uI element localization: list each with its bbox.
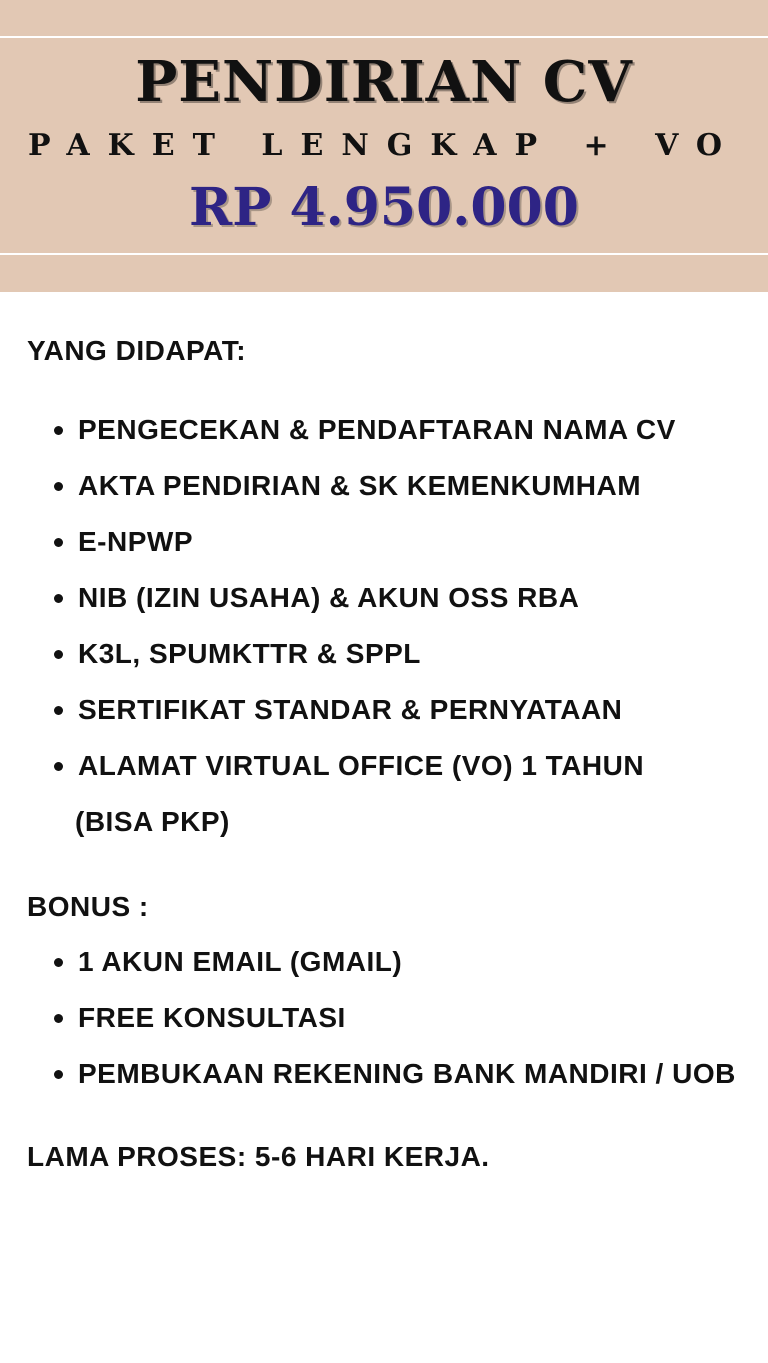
bullet-icon xyxy=(54,706,63,715)
bullet-icon xyxy=(54,538,63,547)
list-item xyxy=(0,738,676,850)
header-divider-bottom xyxy=(0,253,768,255)
list-item-label: PEMBUKAAN REKENING BANK MANDIRI / UOB xyxy=(78,1058,736,1089)
list-item-label: SERTIFIKAT STANDAR & PERNYATAAN xyxy=(78,694,623,725)
page-title: PENDIRIAN CV xyxy=(135,49,633,115)
bullet-icon xyxy=(54,426,63,435)
list-item xyxy=(0,458,676,514)
header-banner xyxy=(0,0,768,292)
bullet-icon xyxy=(54,482,63,491)
list-item-label: K3L, SPUMKTTR & SPPL xyxy=(78,638,421,669)
bullet-icon xyxy=(54,1070,63,1079)
package-subtitle: PAKET LENGKAP + VO xyxy=(28,128,740,163)
list-item xyxy=(0,514,676,570)
list-item-label: PENGECEKAN & PENDAFTARAN NAMA CV xyxy=(78,414,676,445)
bullet-icon xyxy=(54,958,63,967)
package-price: RP 4.950.000 xyxy=(189,177,579,238)
list-item-label: FREE KONSULTASI xyxy=(78,1002,346,1033)
bullet-icon xyxy=(54,594,63,603)
list-item xyxy=(0,990,736,1046)
list-item-label: AKTA PENDIRIAN & SK KEMENKUMHAM xyxy=(78,470,642,501)
bullet-icon xyxy=(54,1014,63,1023)
list-item xyxy=(0,402,676,458)
process-duration: LAMA PROSES: 5-6 HARI KERJA. xyxy=(27,1141,490,1172)
list-item xyxy=(0,570,676,626)
included-heading: YANG DIDAPAT: xyxy=(27,335,247,366)
list-item xyxy=(0,1046,736,1102)
bullet-icon xyxy=(54,650,63,659)
list-item-label: 1 AKUN EMAIL (GMAIL) xyxy=(78,946,403,977)
list-item-label: NIB (IZIN USAHA) & AKUN OSS RBA xyxy=(78,582,580,613)
list-item xyxy=(0,682,676,738)
list-item xyxy=(0,626,676,682)
bonus-list xyxy=(0,934,736,1102)
bullet-icon xyxy=(54,762,63,771)
list-item-label: ALAMAT VIRTUAL OFFICE (VO) 1 TAHUN xyxy=(78,750,645,781)
included-list xyxy=(0,402,676,850)
header-divider-top xyxy=(0,36,768,38)
list-item-continuation: (BISA PKP) xyxy=(75,806,230,837)
bonus-heading: BONUS : xyxy=(27,891,149,922)
list-item xyxy=(0,934,736,990)
list-item-label: E-NPWP xyxy=(78,526,193,557)
